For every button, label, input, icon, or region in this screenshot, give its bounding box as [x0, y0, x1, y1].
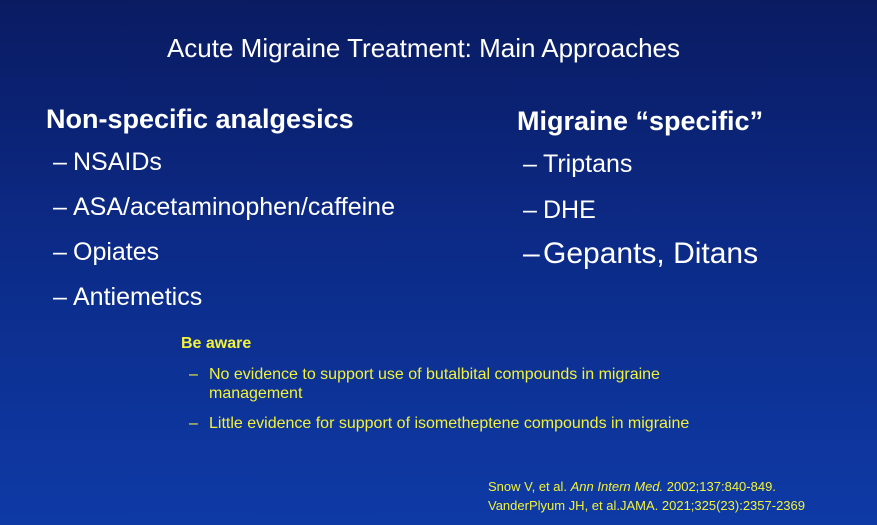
list-item-text: Gepants, Ditans: [543, 237, 759, 270]
be-aware-item-text: No evidence to support use of butalbital compounds in migraine management: [209, 366, 660, 402]
slide-title: Acute Migraine Treatment: Main Approaches: [166, 33, 681, 63]
right-column: [517, 104, 857, 285]
reference-line: [488, 477, 805, 496]
reference-authors: VanderPlyum JH, et al.: [488, 498, 620, 513]
list-item-text: Triptans: [543, 150, 633, 178]
dash-bullet: –: [53, 238, 67, 266]
dash-bullet: –: [53, 283, 67, 311]
list-item: [523, 195, 857, 225]
list-item: [53, 282, 466, 312]
list-item: [523, 149, 857, 179]
references: [488, 477, 805, 515]
dash-bullet: –: [523, 237, 540, 270]
list-item: [53, 237, 466, 267]
list-item-text: NSAIDs: [73, 148, 162, 176]
list-item-text: Antiemetics: [73, 283, 203, 311]
reference-journal: Ann Intern Med.: [570, 479, 664, 494]
list-item: [53, 147, 466, 177]
list-item-text: DHE: [543, 196, 596, 224]
left-column: [46, 102, 466, 327]
dash-bullet: –: [189, 415, 198, 432]
right-column-list: [523, 149, 857, 269]
dash-bullet: –: [53, 193, 67, 221]
list-item: [53, 192, 466, 222]
dash-bullet: –: [53, 148, 67, 176]
left-column-list: [53, 147, 466, 312]
be-aware-item: [181, 414, 721, 433]
reference-line: [488, 496, 805, 515]
reference-authors: Snow V, et al.: [488, 479, 571, 494]
be-aware-title: Be aware: [181, 335, 252, 352]
list-item-text: ASA/acetaminophen/caffeine: [73, 193, 395, 221]
left-column-heading: Non-specific analgesics: [46, 104, 354, 134]
dash-bullet: –: [523, 196, 537, 224]
be-aware-box: [181, 334, 721, 433]
dash-bullet: –: [523, 150, 537, 178]
right-column-heading: Migraine “specific”: [517, 106, 764, 136]
reference-citation: 2002;137:840-849.: [663, 479, 776, 494]
be-aware-item: [181, 365, 721, 403]
be-aware-item-text: Little evidence for support of isometheptene compounds in migraine: [209, 415, 690, 432]
dash-bullet: –: [189, 366, 198, 383]
list-item: [523, 239, 857, 269]
list-item-text: Opiates: [73, 238, 160, 266]
reference-citation: JAMA. 2021;325(23):2357-2369: [619, 498, 805, 513]
